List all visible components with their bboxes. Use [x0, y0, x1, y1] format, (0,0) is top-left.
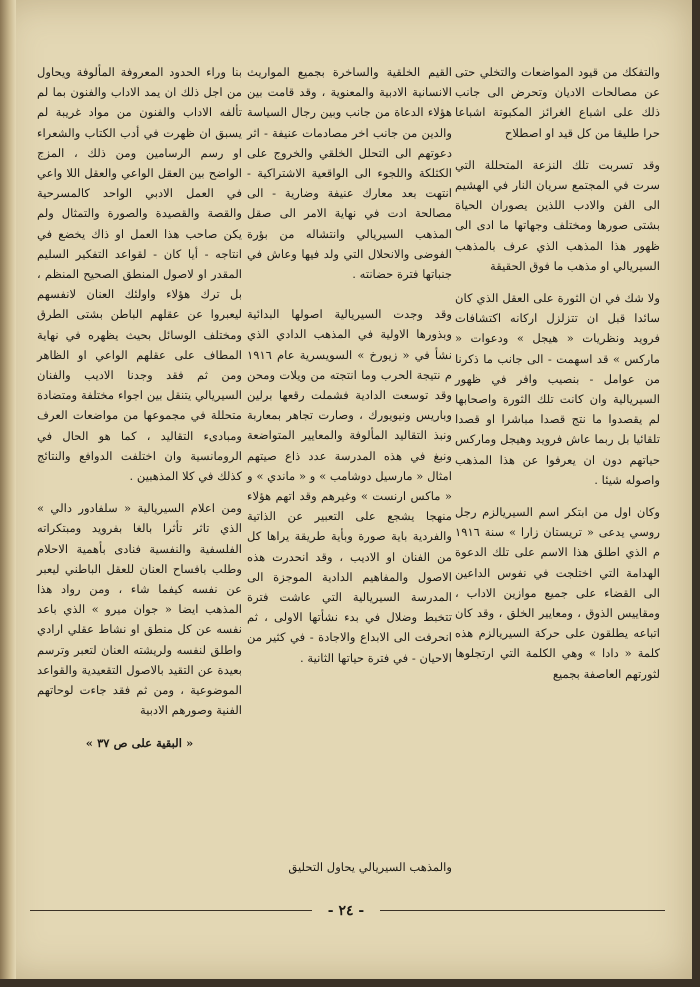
- article-column-middle: [247, 62, 452, 680]
- continued-note: « البقية على ص ٣٧ »: [85, 735, 194, 750]
- paragraph: القيم الخلقية والساخرة بجميع المواريث الانسانية الادبية والمعنوية ، وقد قامت بين هؤلاء الدعاة من جانب وبين رجال السياسة والدين من جانب اخر مصادمات عنيفة - اثر دعوتهم الى التحلل الخلقي والخروج على الكثلكة واللجوء الى الواقعية الاشتراكية - انتهت بعد معارك عنيفة وضارية - الى مصالحة ادت في نهاية الامر الى صقل المذهب السيريالي وانتشاله من بؤرة الفوضى والانحلال التي ولد فيها وعاش في جنباتها فترة حضانته .: [247, 65, 452, 282]
- paragraph: وكان اول من ابتكر اسم السيريالزم رجل روسي يدعى « تريستان زارا » سنة ١٩١٦ م الذي اطلق هذا الاسم على تلك الدعوة الهدامة التي اختلجت في نفوس الداعين الى القضاء على جميع موازين الاداب ، ومقاييس الذوق ، ومعايير الخلق ، وقد كان اتباعه يطلقون على حركة السيريالزم هذه كلمة « دادا » وهي الكلمة التي ارتجلوها لثورتهم العاصفة بجميع: [455, 505, 660, 681]
- page-number: - ٢٤ -: [312, 902, 380, 920]
- article-column-right: [455, 62, 660, 696]
- article-column-left: [37, 62, 242, 753]
- paragraph: وقد تسربت تلك النزعة المتحللة التي سرت في المجتمع سريان النار في الهشيم الى الفن والادب اللذين يصوران الحياة بشتى صورها ومختلف وجهاتها ما ادى الى ظهور هذا المذهب الذي عرف بالمذهب السيريالي او مذهب ما فوق الحقيقة: [455, 157, 660, 273]
- paragraph: ومن اعلام السيريالية « سلفادور دالي » الذي تاثر تأثرا بالغا بفرويد ومبتكراته الفلسفية والنفسية فنادى بأهمية الاحلام وطلب بافساح العنان للعقل الباطني ليعبر عن نفسه كيفما شاء ، ومن رواد هذا المذهب ايضا « جوان ميرو » الذي باعد نفسه عن كل منطق او نشاط عقلي ارادي واطلق لنفسه ولريشته العنان لتعبر وترسم بعيدة عن التقيد بالاصول التقعيدية والقواعد الموضوعية ، ومن ثم فقد جاءت لوحاتهم الفنية وصورهم الادبية: [37, 501, 242, 718]
- paragraph: بنا وراء الحدود المعروفة المألوفة ويحاول من اجل ذلك ان يمد الاداب والفنون بما لم تألفه الاداب والفنون من مواد غريبة لم يسبق ان ظهرت في أدب الكتاب والشعراء او رسم الرسامين ومن ذلك ، المزج الواضح بين العقل الواعي والعقل اللا واعي في العمل الادبي الواحد كالمسرحية والقصة والقصيدة والصورة والتمثال ولم يكن صاحب هذا العمل او ذاك يخضع في انتاجه - أيا كان - لقواعد التفكير السليم المقدر او لاصول المنطق الصحيح المنظم ، بل ترك هؤلاء واولئك العنان لانفسهم ليعبروا عن عقلهم الباطن بشتى الطرق ومختلف الوسائل بحيث يظهره في نهاية المطاف على عقلهم الواعي او الظاهر ومن ثم فقد وجدنا الاديب والفنان السيريالي يتنقل بين اجواء مختلفة ومتضادة متحللة في مجموعها من مواضعات العرف ومبادىء التقاليد ، كما هو الحال في الرومانسية وان اختلفت الدوافع والنتائج كذلك في كلا المذهبين .: [37, 65, 242, 484]
- paragraph: وقد وجدت السيريالية اصولها البدائية وبذورها الاولية في المذهب الدادي الذي نشأ في « زيورخ » السويسرية عام ١٩١٦ م نتيجة الحرب وما انتجته من ويلات ومحن وقد توسعت الدادية فشملت رقعها برلين وباريس ونيويورك ، وصارت تجاهر بمعاربة ونبذ التقاليد المألوفة والمعايير المتواضعة ونبغ في هذه المدرسة عدد ذاع صيتهم امثال « مارسيل دوشامب » و « ماندي » و « ماكس ارنست » وغيرهم وقد اتهم هؤلاء منهجا يشجع على التعبير عن الذاتية والفردية باية صورة وبأية طريقة يراها كل من الفنان او الاديب ، وقد انحدرت هذه الاصول والمفاهيم الدادية الموجزة الى المدرسة السيريالية التي عاشت فترة تتخبط وضلال في بدء نشأتها الاولى ، ثم انحرفت الى الابداع والاجادة - في كثير من الاحيان - في فترة حياتها الثانية .: [247, 307, 452, 665]
- next-section-heading: والمذهب السيريالي يحاول التحليق: [288, 860, 452, 874]
- paragraph: ولا شك في ان الثورة على العقل الذي كان سائدا قبل ان تتزلزل اركانه اكتشافات فرويد ونظريات « هيجل » ودعوات « ماركس » قد اسهمت - الى جانب ما ذكرنا من عوامل - بنصيب وافر في ظهور السيريالية وان كانت تلك الثورة واصحابها لم يقصدوا ما نتج قصدا مباشرا او قصدا تلقائيا بل ربما عاش فرويد وهيجل وماركس حياتهم دون ان يعرفوا عن هذا المذهب واصوله شيئا .: [455, 291, 660, 487]
- paragraph: والتفكك من قيود المواضعات والتخلي حتى عن مصالحات الاديان وتحرض الى جانب ذلك على اشباع الغرائز المكبوتة اشباعا حرا طليقا من كل قيد او اصطلاح: [455, 65, 660, 140]
- page-binding-edge: [0, 0, 16, 979]
